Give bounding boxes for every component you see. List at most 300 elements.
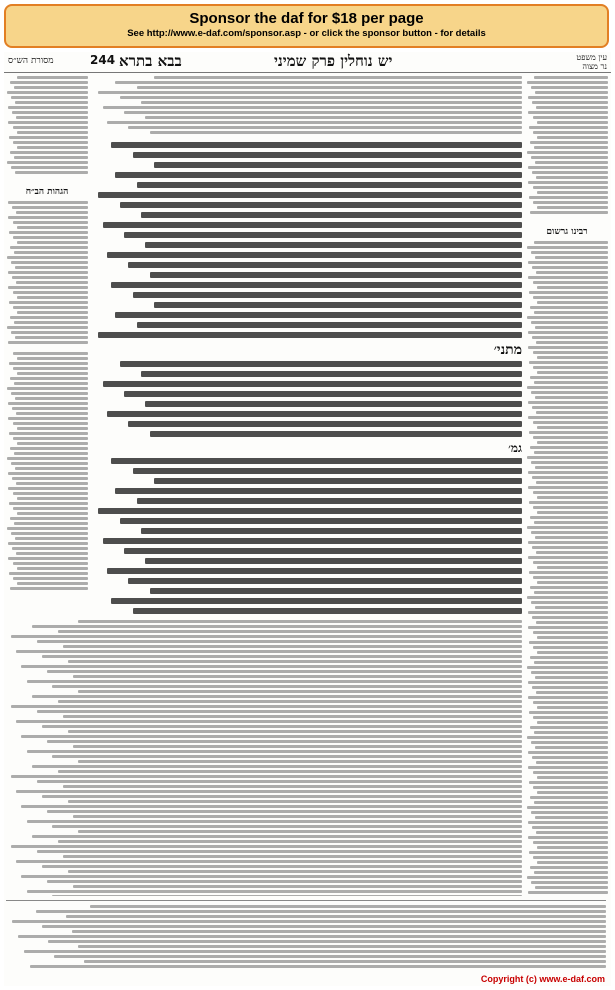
text-line <box>14 382 88 385</box>
text-line <box>529 291 608 294</box>
text-line <box>141 371 522 377</box>
text-line <box>154 76 522 79</box>
text-line <box>13 492 88 495</box>
text-line <box>17 226 88 229</box>
text-line <box>528 261 608 264</box>
text-line <box>8 472 88 475</box>
text-line <box>145 242 522 248</box>
text-line <box>537 861 608 864</box>
text-line <box>532 476 608 479</box>
text-line <box>84 960 606 963</box>
text-line <box>533 421 608 424</box>
text-line <box>531 391 608 394</box>
text-line <box>536 691 608 694</box>
text-line <box>535 326 608 329</box>
text-line <box>535 396 608 399</box>
text-line <box>530 446 608 449</box>
text-line <box>535 466 608 469</box>
text-line <box>10 151 88 154</box>
text-line <box>534 241 608 244</box>
text-line <box>535 256 608 259</box>
text-line <box>529 571 608 574</box>
text-line <box>37 710 522 713</box>
text-line <box>537 206 608 209</box>
text-line <box>8 271 88 274</box>
text-line <box>73 885 522 888</box>
text-line <box>528 346 608 349</box>
text-line <box>37 640 522 643</box>
text-line <box>58 840 522 843</box>
ein-mishpat-label <box>576 53 607 71</box>
text-line <box>15 336 88 339</box>
text-line <box>533 716 608 719</box>
text-line <box>8 557 88 560</box>
text-line <box>11 331 88 334</box>
text-line <box>14 452 88 455</box>
text-line <box>120 96 522 99</box>
text-line <box>137 86 522 89</box>
text-line <box>529 126 608 129</box>
text-line <box>10 587 88 590</box>
text-line <box>17 582 88 585</box>
masoret-hashas-label: מסורת הש״ס <box>8 56 54 66</box>
text-line <box>120 202 522 208</box>
text-line <box>42 865 522 868</box>
text-line <box>533 491 608 494</box>
text-line <box>537 776 608 779</box>
text-line <box>11 261 88 264</box>
text-line <box>15 171 88 174</box>
text-line <box>528 766 608 769</box>
text-line <box>527 806 608 809</box>
text-line <box>530 586 608 589</box>
text-line <box>532 101 608 104</box>
text-line <box>9 136 88 139</box>
text-line <box>13 367 88 370</box>
text-line <box>98 192 522 198</box>
text-line <box>12 407 88 410</box>
text-line <box>11 845 522 848</box>
chapter-title: יש נוחלין פרק שמיני <box>274 52 393 70</box>
text-line <box>128 578 522 584</box>
text-line <box>32 695 522 698</box>
text-line <box>111 142 522 148</box>
text-line <box>13 507 88 510</box>
tractate-title: בבא בתרא <box>119 52 182 70</box>
text-line <box>10 517 88 520</box>
text-line <box>534 871 608 874</box>
text-line <box>17 567 88 570</box>
text-line <box>133 152 522 158</box>
text-line <box>533 646 608 649</box>
text-line <box>27 820 522 823</box>
text-line <box>537 371 608 374</box>
text-line <box>12 111 88 114</box>
text-line <box>534 381 608 384</box>
text-line <box>21 805 522 808</box>
text-line <box>532 686 608 689</box>
text-line <box>115 172 522 178</box>
text-line <box>27 680 522 683</box>
text-line <box>532 266 608 269</box>
text-line <box>17 442 88 445</box>
text-line <box>528 331 608 334</box>
text-line <box>32 625 522 628</box>
text-line <box>535 161 608 164</box>
text-line <box>124 232 522 238</box>
text-line <box>8 201 88 204</box>
sponsor-details-link[interactable]: See http://www.e-daf.com/sponsor.asp - or click the sponsor button - for details <box>127 28 486 39</box>
text-line <box>528 471 608 474</box>
text-line <box>154 162 522 168</box>
text-line <box>528 96 608 99</box>
text-line <box>531 741 608 744</box>
text-line <box>530 306 608 309</box>
text-line <box>58 630 522 633</box>
text-line <box>533 131 608 134</box>
text-line <box>8 121 88 124</box>
text-line <box>16 211 88 214</box>
text-line <box>124 548 522 554</box>
text-line <box>7 161 88 164</box>
text-line <box>7 387 88 390</box>
text-line <box>16 650 522 653</box>
text-line <box>534 591 608 594</box>
text-line <box>12 477 88 480</box>
text-line <box>532 616 608 619</box>
text-line <box>32 765 522 768</box>
text-line <box>528 626 608 629</box>
main-talmud-text <box>94 76 522 614</box>
text-line <box>42 655 522 658</box>
text-line <box>530 376 608 379</box>
text-line <box>537 121 608 124</box>
text-line <box>73 745 522 748</box>
text-line <box>528 696 608 699</box>
text-line <box>18 935 606 938</box>
text-line <box>17 372 88 375</box>
text-line <box>98 91 522 94</box>
text-line <box>150 431 522 437</box>
text-line <box>528 611 608 614</box>
text-line <box>533 351 608 354</box>
text-line <box>103 222 522 228</box>
text-line <box>124 111 522 114</box>
mishna-marker: מתני׳ <box>493 342 522 358</box>
text-line <box>17 131 88 134</box>
text-line <box>530 726 608 729</box>
text-line <box>536 411 608 414</box>
text-line <box>137 322 522 328</box>
text-line <box>9 572 88 575</box>
text-line <box>537 191 608 194</box>
text-line <box>145 116 522 119</box>
text-line <box>63 715 522 718</box>
text-line <box>533 116 608 119</box>
text-line <box>528 681 608 684</box>
text-line <box>107 252 522 258</box>
text-line <box>528 751 608 754</box>
text-line <box>47 880 522 883</box>
text-line <box>533 186 608 189</box>
text-line <box>14 522 88 525</box>
text-line <box>120 518 522 524</box>
text-line <box>527 81 608 84</box>
text-line <box>68 730 522 733</box>
text-line <box>42 925 606 928</box>
text-line <box>529 711 608 714</box>
sponsor-button[interactable] <box>4 4 609 48</box>
text-line <box>13 577 88 580</box>
text-line <box>16 720 522 723</box>
text-line <box>529 196 608 199</box>
text-line <box>8 216 88 219</box>
text-line <box>115 488 522 494</box>
text-line <box>529 361 608 364</box>
text-line <box>7 527 88 530</box>
text-line <box>66 915 606 918</box>
text-line <box>536 341 608 344</box>
text-line <box>52 825 522 828</box>
text-line <box>12 206 88 209</box>
text-line <box>537 286 608 289</box>
text-line <box>534 801 608 804</box>
text-line <box>528 821 608 824</box>
page-number: 244 <box>90 53 116 67</box>
text-line <box>533 576 608 579</box>
text-line <box>137 182 522 188</box>
text-line <box>42 795 522 798</box>
text-line <box>529 641 608 644</box>
text-line <box>535 816 608 819</box>
text-line <box>17 76 88 79</box>
text-line <box>537 136 608 139</box>
text-line <box>10 316 88 319</box>
text-line <box>537 426 608 429</box>
text-line <box>98 508 522 514</box>
text-line <box>537 706 608 709</box>
text-line <box>534 451 608 454</box>
text-line <box>128 126 522 129</box>
text-line <box>527 666 608 669</box>
text-line <box>537 791 608 794</box>
text-line <box>532 336 608 339</box>
text-line <box>73 675 522 678</box>
text-line <box>537 581 608 584</box>
text-line <box>536 176 608 179</box>
text-line <box>16 412 88 415</box>
text-line <box>128 262 522 268</box>
text-line <box>11 166 88 169</box>
text-line <box>17 241 88 244</box>
text-line <box>527 316 608 319</box>
text-line <box>21 735 522 738</box>
text-line <box>533 701 608 704</box>
text-line <box>8 402 88 405</box>
text-line <box>10 377 88 380</box>
text-line <box>111 458 522 464</box>
text-line <box>13 141 88 144</box>
text-line <box>533 281 608 284</box>
text-line <box>534 521 608 524</box>
text-line <box>9 231 88 234</box>
text-line <box>103 106 522 109</box>
text-line <box>531 531 608 534</box>
gemara-marker: גמ׳ <box>508 441 522 455</box>
text-line <box>133 468 522 474</box>
masoret-hashas-column <box>6 76 88 346</box>
text-line <box>528 891 608 894</box>
text-line <box>11 705 522 708</box>
text-line <box>532 826 608 829</box>
text-line <box>528 541 608 544</box>
text-line <box>531 811 608 814</box>
text-line <box>15 397 88 400</box>
text-line <box>11 775 522 778</box>
text-line <box>145 558 522 564</box>
text-line <box>78 620 522 623</box>
text-line <box>537 301 608 304</box>
text-line <box>11 532 88 535</box>
text-line <box>534 146 608 149</box>
text-line <box>16 281 88 284</box>
text-line <box>9 502 88 505</box>
text-line <box>78 945 606 948</box>
text-line <box>531 461 608 464</box>
text-line <box>63 785 522 788</box>
text-line <box>17 146 88 149</box>
text-line <box>73 815 522 818</box>
text-line <box>7 256 88 259</box>
text-line <box>15 266 88 269</box>
text-line <box>8 341 88 344</box>
text-line <box>528 486 608 489</box>
text-line <box>37 780 522 783</box>
text-line <box>32 835 522 838</box>
text-line <box>27 890 522 893</box>
text-line <box>528 556 608 559</box>
text-line <box>527 596 608 599</box>
text-line <box>537 636 608 639</box>
text-line <box>537 356 608 359</box>
text-line <box>7 91 88 94</box>
text-line <box>17 296 88 299</box>
text-line <box>63 645 522 648</box>
text-line <box>535 676 608 679</box>
text-line <box>17 357 88 360</box>
text-line <box>107 121 522 124</box>
text-line <box>531 86 608 89</box>
text-line <box>527 246 608 249</box>
text-line <box>13 221 88 224</box>
text-line <box>120 361 522 367</box>
footer-commentary <box>6 900 606 975</box>
text-line <box>528 111 608 114</box>
text-line <box>534 731 608 734</box>
text-line <box>107 411 522 417</box>
text-line <box>13 352 88 355</box>
text-line <box>137 498 522 504</box>
text-line <box>98 332 522 338</box>
text-line <box>115 312 522 318</box>
text-line <box>529 431 608 434</box>
text-line <box>531 671 608 674</box>
text-line <box>14 156 88 159</box>
text-line <box>14 321 88 324</box>
text-line <box>530 141 608 144</box>
text-line <box>78 690 522 693</box>
text-line <box>30 965 606 968</box>
text-line <box>9 362 88 365</box>
text-line <box>11 392 88 395</box>
text-line <box>534 311 608 314</box>
text-line <box>533 201 608 204</box>
text-line <box>532 546 608 549</box>
text-line <box>150 131 522 134</box>
text-line <box>13 236 88 239</box>
text-line <box>532 406 608 409</box>
text-line <box>529 501 608 504</box>
text-line <box>533 771 608 774</box>
text-line <box>535 606 608 609</box>
text-line <box>533 506 608 509</box>
text-line <box>48 940 606 943</box>
text-line <box>533 561 608 564</box>
text-line <box>13 562 88 565</box>
copyright-notice[interactable]: Copyright (c) www.e-daf.com <box>480 974 605 984</box>
text-line <box>68 660 522 663</box>
text-line <box>528 401 608 404</box>
text-line <box>537 496 608 499</box>
text-line <box>124 391 522 397</box>
text-line <box>68 870 522 873</box>
text-line <box>27 750 522 753</box>
text-line <box>7 326 88 329</box>
ein-mishpat-column <box>526 76 608 896</box>
text-line <box>16 552 88 555</box>
text-line <box>527 736 608 739</box>
text-line <box>532 171 608 174</box>
text-line <box>537 441 608 444</box>
text-line <box>145 401 522 407</box>
tosafot-column <box>6 352 88 602</box>
ein-mishpat-line1: עין משפט <box>576 53 607 62</box>
text-line <box>37 850 522 853</box>
text-line <box>17 497 88 500</box>
text-line <box>7 457 88 460</box>
text-line <box>537 846 608 849</box>
text-line <box>536 481 608 484</box>
text-line <box>68 800 522 803</box>
text-line <box>535 536 608 539</box>
text-line <box>17 427 88 430</box>
text-line <box>115 81 522 84</box>
text-line <box>154 478 522 484</box>
text-line <box>530 516 608 519</box>
page-header <box>4 52 611 73</box>
text-line <box>8 487 88 490</box>
text-line <box>11 635 522 638</box>
text-line <box>533 841 608 844</box>
text-line <box>532 756 608 759</box>
text-line <box>141 101 522 104</box>
text-line <box>11 462 88 465</box>
text-line <box>528 166 608 169</box>
text-line <box>10 81 88 84</box>
text-line <box>536 271 608 274</box>
text-line <box>529 781 608 784</box>
text-line <box>530 866 608 869</box>
